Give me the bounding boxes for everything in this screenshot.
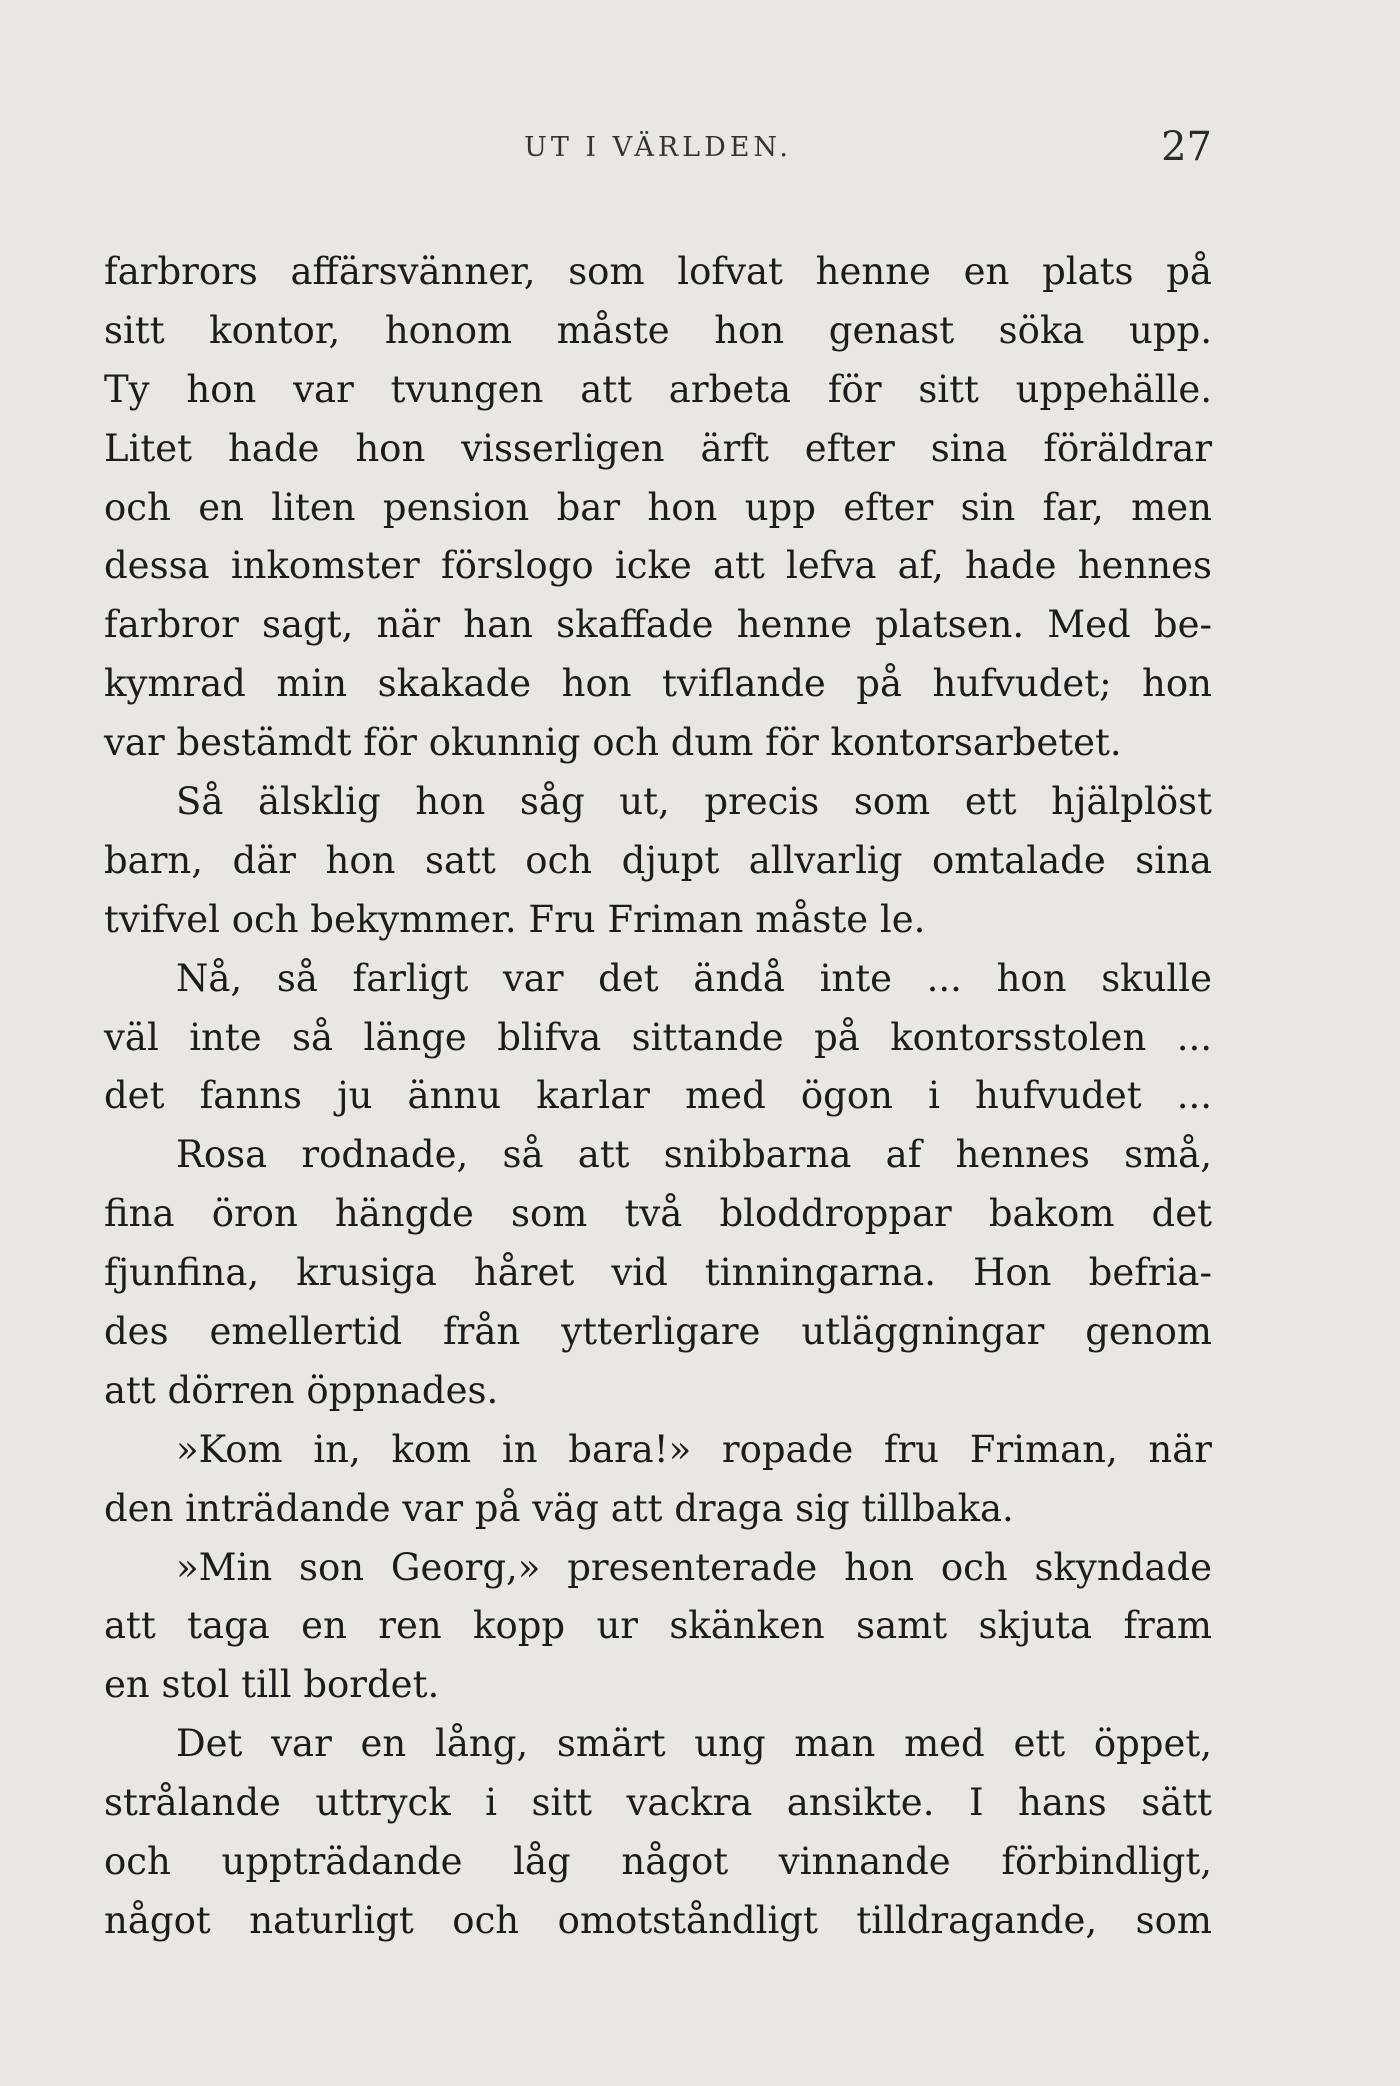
text-line: något naturligt och omotståndligt tilldragande, som: [104, 1898, 1212, 1942]
text-line: kymrad min skakade hon tviflande på hufvudet; hon: [104, 662, 1212, 706]
body-text: [104, 243, 1212, 1951]
text-line: tvifvel och bekymmer. Fru Friman måste le.: [104, 897, 926, 941]
text-line: farbror sagt, när han skaffade henne platsen. Med be-: [104, 603, 1212, 647]
text-line: att taga en ren kopp ur skänken samt skjuta fram: [104, 1604, 1212, 1648]
text-line: väl inte så länge blifva sittande på kontorsstolen ...: [104, 1015, 1212, 1059]
text-line: och uppträdande låg något vinnande förbindligt,: [104, 1840, 1212, 1884]
text-line: det fanns ju ännu karlar med ögon i hufvudet ...: [104, 1074, 1212, 1118]
text-line: Rosa rodnade, så att snibbarna af hennes små,: [176, 1133, 1212, 1177]
text-line: fjunfina, krusiga håret vid tinningarna. Hon befria-: [104, 1251, 1212, 1295]
text-line: des emellertid från ytterligare utläggningar genom: [104, 1310, 1212, 1354]
text-line: barn, där hon satt och djupt allvarlig omtalade sina: [104, 838, 1212, 882]
text-line: »Min son Georg,» presenterade hon och skyndade: [176, 1545, 1212, 1589]
text-line: »Kom in, kom in bara!» ropade fru Friman, när: [176, 1427, 1212, 1471]
text-line: Det var en lång, smärt ung man med ett öppet,: [176, 1722, 1212, 1766]
text-line: dessa inkomster förslogo icke att lefva af, hade hennes: [104, 544, 1212, 588]
text-line: Litet hade hon visserligen ärft efter sina föräldrar: [104, 426, 1212, 470]
text-line: Nå, så farligt var det ändå inte ... hon skulle: [176, 956, 1212, 1000]
text-line: fina öron hängde som två bloddroppar bakom det: [104, 1192, 1212, 1236]
text-line: Så älsklig hon såg ut, precis som ett hjälplöst: [176, 780, 1212, 824]
text-line: en stol till bordet.: [104, 1663, 440, 1707]
text-line: att dörren öppnades.: [104, 1368, 499, 1412]
running-head: UT I VÄRLDEN.: [524, 132, 792, 163]
text-line: var bestämdt för okunnig och dum för kontorsarbetet.: [104, 721, 1122, 765]
text-line: Ty hon var tvungen att arbeta för sitt uppehälle.: [104, 367, 1212, 411]
text-line: och en liten pension bar hon upp efter sin far, men: [104, 485, 1212, 529]
page-number: 27: [1161, 124, 1212, 170]
text-line: sitt kontor, honom måste hon genast söka upp.: [104, 308, 1212, 352]
text-line: strålande uttryck i sitt vackra ansikte. I hans sätt: [104, 1781, 1212, 1825]
text-line: den inträdande var på väg att draga sig tillbaka.: [104, 1486, 1014, 1530]
text-line: farbrors affärsvänner, som lofvat henne en plats på: [104, 250, 1212, 293]
page-header: [104, 124, 1212, 182]
